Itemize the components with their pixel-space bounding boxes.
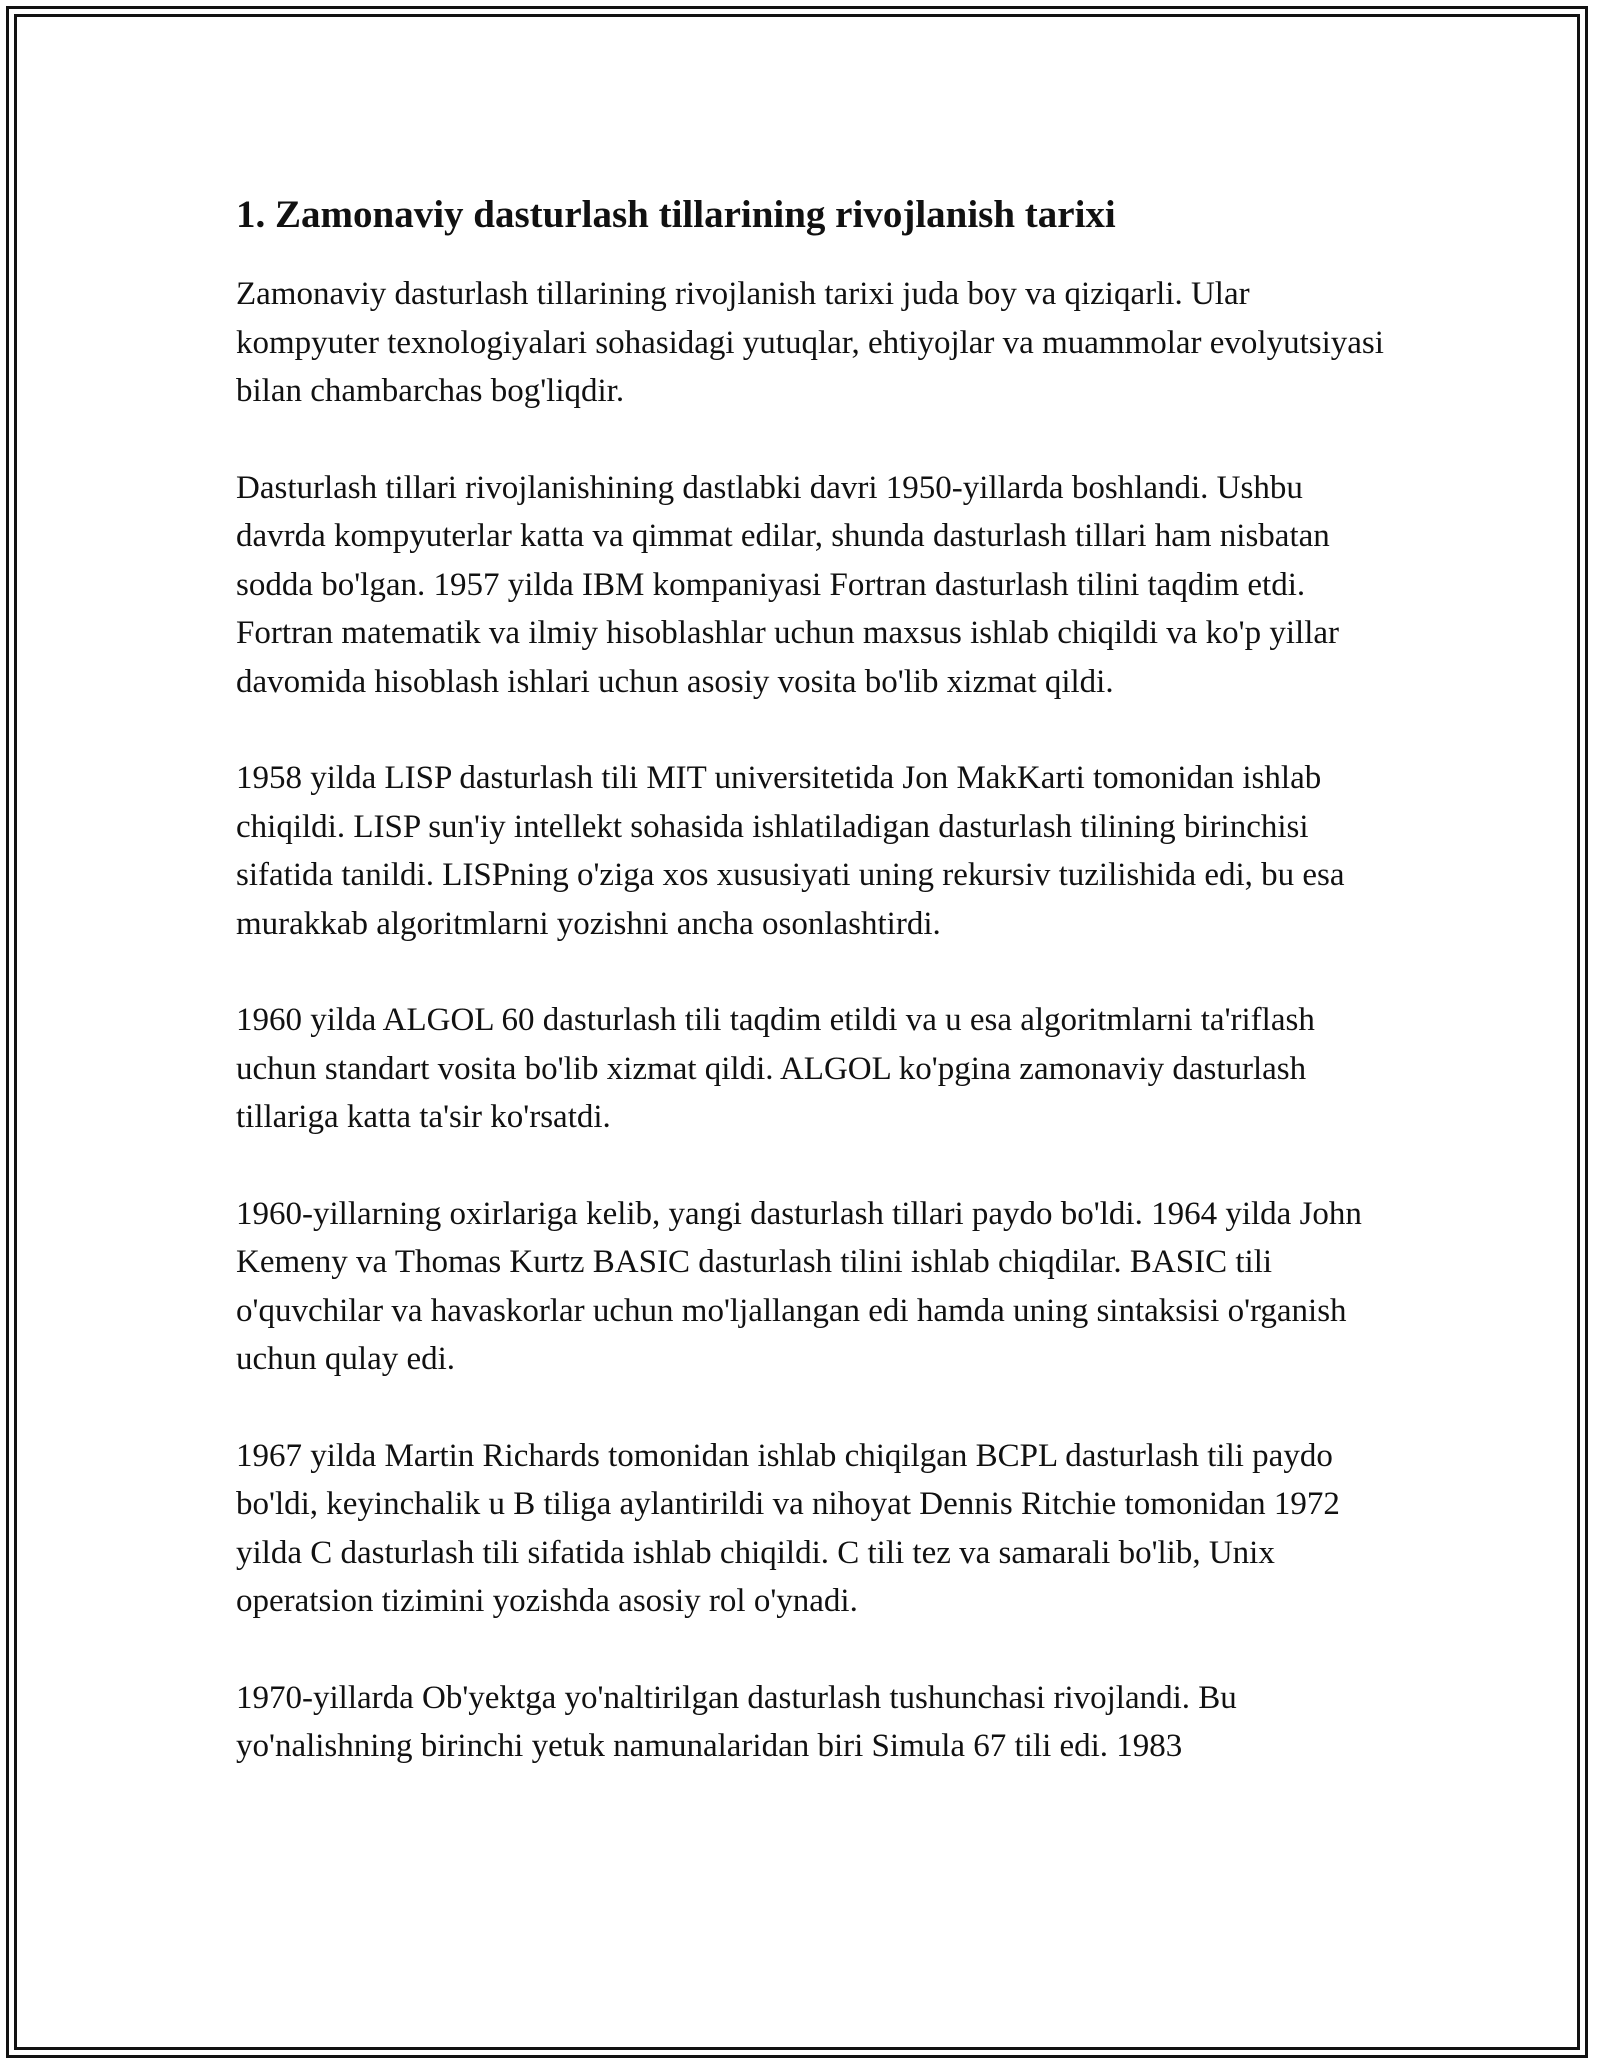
paragraph-algol: 1960 yilda ALGOL 60 dasturlash tili taqdim etildi va u esa algoritmlarni ta'riflash uchun standart vosita bo'lib xizmat qildi. ALGOL ko'pgina zamonaviy dasturlash tillariga katta ta'sir ko'rsatdi. <box>236 1002 1315 1135</box>
paragraph-lisp: 1958 yilda LISP dasturlash tili MIT universitetida Jon MakKarti tomonidan ishlab chiqildi. LISP sun'iy intellekt sohasida ishlatiladigan dasturlash tilining birinchisi sifatida tanildi. LISPning o'ziga xos xususiyati uning rekursiv tuzilishida edi, bu esa murakkab algoritmlarni yozishni ancha osonlashtirdi. <box>236 760 1345 942</box>
paragraph-1950s: Dasturlash tillari rivojlanishining dastlabki davri 1950-yillarda boshlandi. Ushbu davrda kompyuterlar katta va qimmat edilar, shunda dasturlash tillari ham nisbatan sodda bo'lgan. 1957 yilda IBM kompaniyasi Fortran dasturlash tilini taqdim etdi. Fortran matematik va ilmiy hisoblashlar uchun maxsus ishlab chiqildi va ko'p yillar davomida hisoblash ishlari uchun asosiy vosita bo'lib xizmat qildi. <box>236 469 1340 700</box>
paragraph-intro: Zamonaviy dasturlash tillarining rivojlanish tarixi juda boy va qiziqarli. Ular kompyuter texnologiyalari sohasidagi yutuqlar, ehtiyojlar va muammolar evolyutsiyasi bilan chambarchas bog'liqdir. <box>236 276 1384 409</box>
paragraph-basic: 1960-yillarning oxirlariga kelib, yangi dasturlash tillari paydo bo'ldi. 1964 yilda John Kemeny va Thomas Kurtz BASIC dasturlash tilini ishlab chiqdilar. BASIC tili o'quvchilar va havaskorlar uchun mo'ljallangan edi hamda uning sintaksisi o'rganish uchun qulay edi. <box>236 1195 1362 1377</box>
document-body <box>236 186 1386 1819</box>
paragraph-oop: 1970-yillarda Ob'yektga yo'naltirilgan dasturlash tushunchasi rivojlandi. Bu yo'nalishning birinchi yetuk namunalaridan biri Simula 67 tili edi. 1983 <box>236 1679 1237 1764</box>
section-heading: 1. Zamonaviy dasturlash tillarining rivojlanish tarixi <box>236 193 1116 236</box>
paragraph-c-language: 1967 yilda Martin Richards tomonidan ishlab chiqilgan BCPL dasturlash tili paydo bo'ldi, keyinchalik u B tiliga aylantirildi va nihoyat Dennis Ritchie tomonidan 1972 yilda C dasturlash tili sifatida ishlab chiqildi. C tili tez va samarali bo'lib, Unix operatsion tizimini yozishda asosiy rol o'ynadi. <box>236 1437 1340 1619</box>
